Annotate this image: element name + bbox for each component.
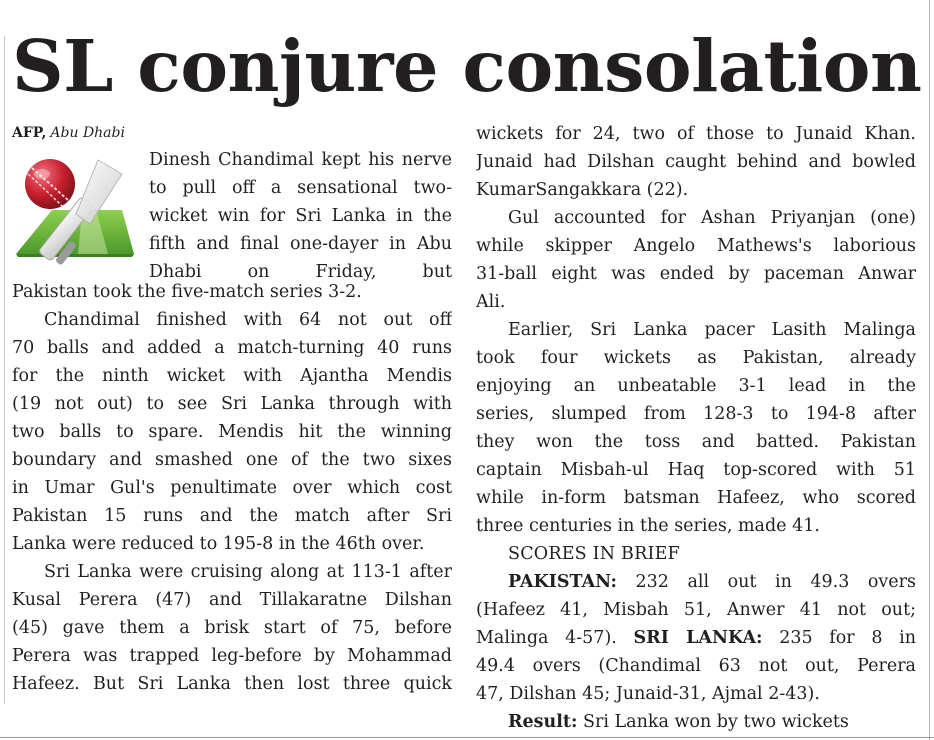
- lead-paragraph: Dinesh Chandimal kept his nerve to pull off a sensational two-wicket win for Sri Lanka in the fifth and final one-dayer in Abu Dhabi on Friday, but: [149, 150, 452, 282]
- byline: [12, 120, 452, 146]
- scores-line: 49.4 overs (Chandimal 63 not out, Perera: [476, 656, 916, 676]
- text-line: Perera was trapped leg-before by Mohammad: [12, 646, 452, 666]
- text-line: Pakistan 15 runs and the match after Sri: [12, 506, 452, 526]
- headline: SL conjure consolation: [12, 24, 922, 108]
- byline-agency: AFP,: [12, 125, 47, 141]
- text-line: enjoying an unbeatable 3-1 lead in the: [476, 376, 916, 396]
- text-line: Lanka were reduced to 195-8 in the 46th over.: [12, 534, 425, 554]
- article-column-left: [12, 120, 452, 698]
- scores-pakistan-line: [476, 568, 916, 596]
- text-line: 31-ball eight was ended by paceman Anwar: [476, 264, 916, 284]
- text-line: Gul accounted for Ashan Priyanjan (one): [508, 208, 916, 228]
- text-line: Pakistan took the five-match series 3-2.: [12, 282, 362, 302]
- result-line: [476, 708, 916, 736]
- text-line: took four wickets as Pakistan, already: [476, 348, 916, 368]
- frame-bottom-border: [0, 737, 934, 738]
- article-column-right: [476, 120, 916, 736]
- text-line: boundary and smashed one of the two sixes: [12, 450, 452, 470]
- scores-srilanka-label: SRI LANKA:: [633, 628, 763, 648]
- text-line: for the ninth wicket with Ajantha Mendis: [12, 366, 452, 386]
- text-line: (19 not out) to see Sri Lanka through with: [12, 394, 452, 414]
- text-line: (45) gave them a brisk start of 75, before: [12, 618, 452, 638]
- text-line: Junaid had Dilshan caught behind and bowled: [476, 152, 916, 172]
- scores-pakistan-text: 232 all out in 49.3 overs: [616, 572, 916, 592]
- scores-srilanka-line: [476, 624, 916, 652]
- text-line: KumarSangakkara (22).: [476, 180, 689, 200]
- lead-block: [12, 146, 452, 282]
- text-line: Ali.: [476, 292, 506, 312]
- frame-right-border: [929, 0, 930, 740]
- text-line: while skipper Angelo Mathews's laborious: [476, 236, 916, 256]
- text-line: series, slumped from 128-3 to 194-8 after: [476, 404, 916, 424]
- result-text: Sri Lanka won by two wickets: [577, 712, 849, 732]
- text-line: three centuries in the series, made 41.: [476, 516, 820, 536]
- scores-pakistan-label: PAKISTAN:: [508, 572, 617, 592]
- scores-line: (Hafeez 41, Misbah 51, Anwer 41 not out;: [476, 600, 916, 620]
- byline-place: Abu Dhabi: [50, 125, 125, 141]
- text-line: Sri Lanka were cruising along at 113-1 after: [44, 562, 452, 582]
- text-line: wickets for 24, two of those to Junaid Khan.: [476, 124, 916, 144]
- cricket-ball-and-bat-icon: [12, 154, 136, 274]
- text-line: they won the toss and batted. Pakistan: [476, 432, 916, 452]
- scores-line3-pre: Malinga 4-57).: [476, 628, 634, 648]
- scores-line3-post: 235 for 8 in: [762, 628, 916, 648]
- text-line: captain Misbah-ul Haq top-scored with 51: [476, 460, 916, 480]
- text-line: Hafeez. But Sri Lanka then lost three quick: [12, 674, 452, 694]
- text-line: Chandimal finished with 64 not out off: [44, 310, 452, 330]
- scores-line: 47, Dilshan 45; Junaid-31, Ajmal 2-43).: [476, 684, 820, 704]
- scores-heading: SCORES IN BRIEF: [508, 544, 680, 564]
- result-label: Result:: [508, 712, 578, 732]
- text-line: 70 balls and added a match-turning 40 runs: [12, 338, 452, 358]
- text-line: two balls to spare. Mendis hit the winning: [12, 422, 452, 442]
- text-line: Kusal Perera (47) and Tillakaratne Dilshan: [12, 590, 452, 610]
- text-line: while in-form batsman Hafeez, who scored: [476, 488, 916, 508]
- text-line: in Umar Gul's penultimate over which cost: [12, 478, 452, 498]
- frame-left-border: [4, 36, 5, 704]
- text-line: Earlier, Sri Lanka pacer Lasith Malinga: [508, 320, 916, 340]
